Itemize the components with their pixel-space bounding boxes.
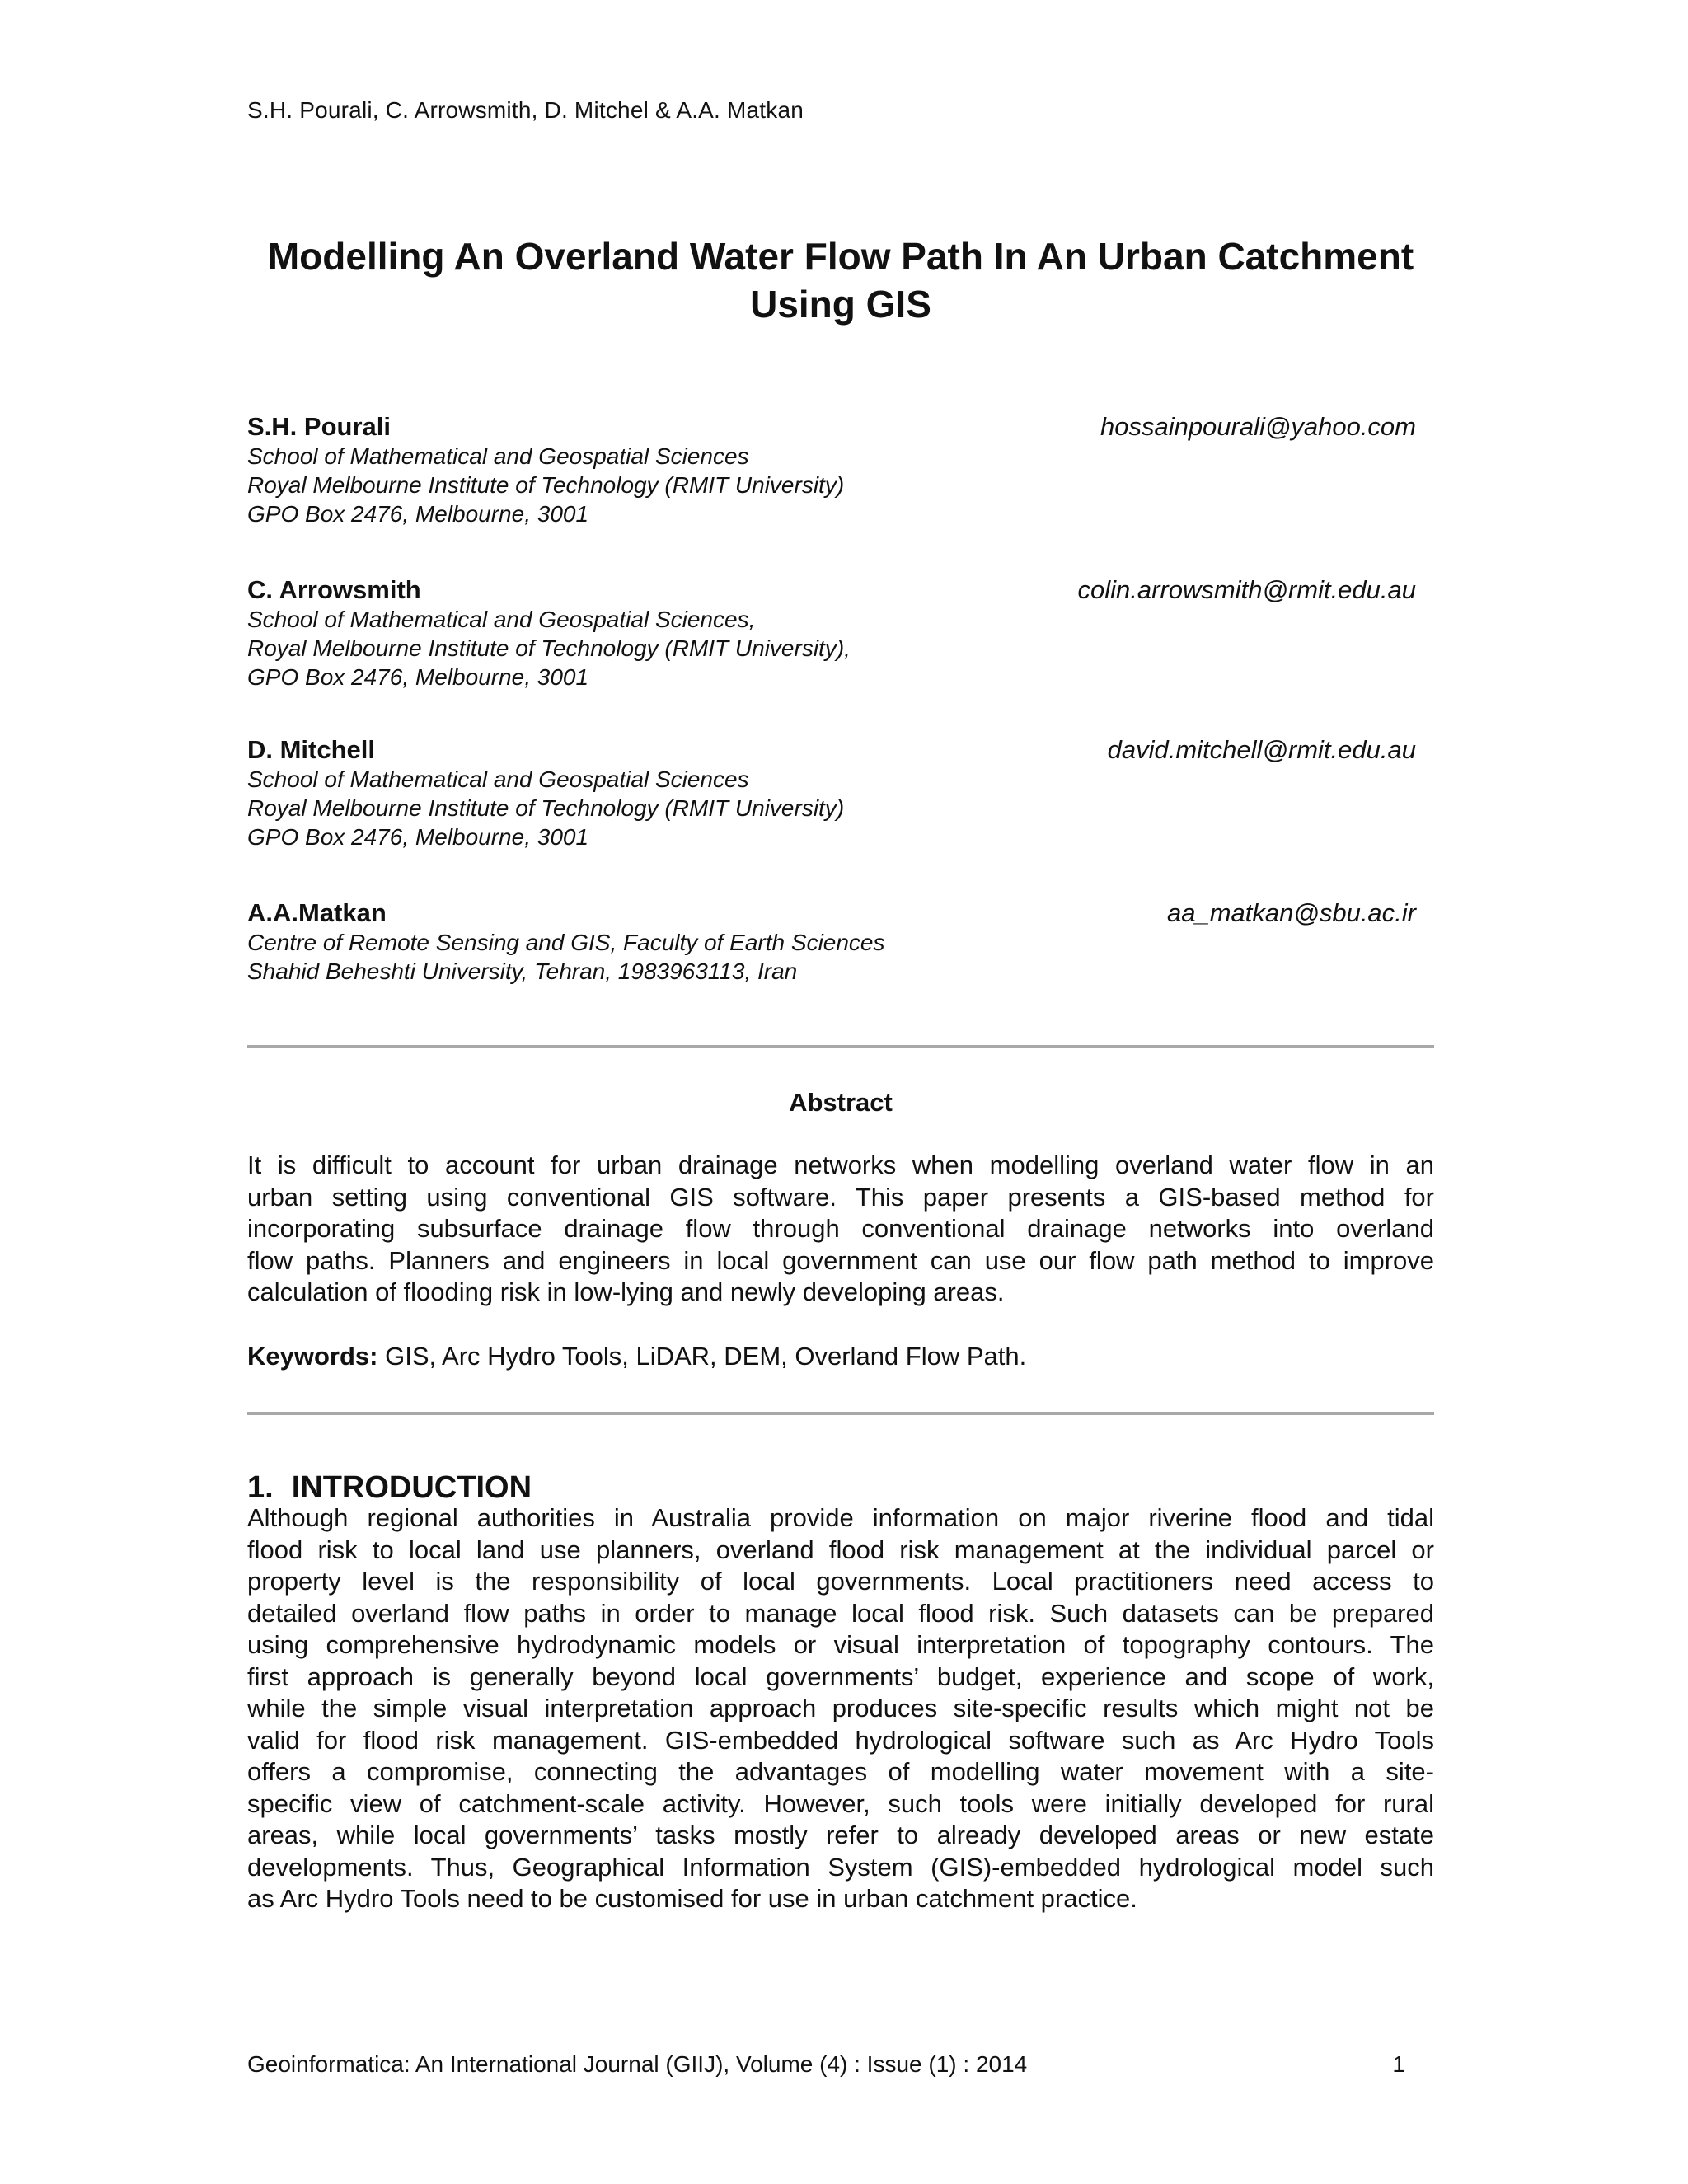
intro-line: offers a compromise, connecting the advantages of modelling water movement with a site- bbox=[247, 1757, 1434, 1786]
horizontal-rule bbox=[247, 1045, 1434, 1048]
author-name: S.H. Pourali bbox=[247, 412, 391, 441]
abstract-line: It is difficult to account for urban drainage networks when modelling overland water flow in an bbox=[247, 1151, 1434, 1179]
intro-line: Although regional authorities in Australia provide information on major riverine flood and tidal bbox=[247, 1503, 1434, 1532]
intro-line: developments. Thus, Geographical Information System (GIS)-embedded hydrological model such bbox=[247, 1852, 1434, 1882]
author-email[interactable]: colin.arrowsmith@rmit.edu.au bbox=[1077, 575, 1416, 604]
intro-line: areas, while local governments’ tasks mostly refer to already developed areas or new estate bbox=[247, 1821, 1434, 1849]
title-line: Using GIS bbox=[750, 283, 931, 326]
section-heading bbox=[247, 1469, 532, 1506]
title-line: Modelling An Overland Water Flow Path In An Urban Catchment bbox=[267, 235, 1414, 278]
paper-title bbox=[247, 232, 1434, 328]
intro-line: first approach is generally beyond local governments’ budget, experience and scope of work, bbox=[247, 1661, 1434, 1691]
author-name: D. Mitchell bbox=[247, 735, 376, 764]
intro-line: detailed overland flow paths in order to manage local flood risk. Such datasets can be prepared bbox=[247, 1598, 1434, 1628]
abstract-heading: Abstract bbox=[789, 1088, 893, 1117]
author-block bbox=[247, 735, 1416, 851]
abstract-text bbox=[247, 1150, 1434, 1309]
abstract-line: calculation of flooding risk in low-lying and newly developing areas. bbox=[247, 1277, 1005, 1306]
affiliation-line: School of Mathematical and Geospatial Sciences bbox=[247, 766, 749, 792]
abstract-line: urban setting using conventional GIS software. This paper presents a GIS-based method for bbox=[247, 1182, 1434, 1212]
affiliation-line: GPO Box 2476, Melbourne, 3001 bbox=[247, 501, 589, 527]
affiliation-line: School of Mathematical and Geospatial Sciences bbox=[247, 443, 749, 469]
section-title: INTRODUCTION bbox=[291, 1470, 532, 1505]
intro-line: valid for flood risk management. GIS-embedded hydrological software such as Arc Hydro Tools bbox=[247, 1725, 1434, 1755]
footer-journal: Geoinformatica: An International Journal (GIIJ), Volume (4) : Issue (1) : 2014 bbox=[247, 2051, 1028, 2077]
author-block bbox=[247, 412, 1416, 528]
author-name: A.A.Matkan bbox=[247, 898, 387, 927]
affiliation-line: Shahid Beheshti University, Tehran, 1983963113, Iran bbox=[247, 958, 798, 984]
section-number: 1. bbox=[247, 1470, 274, 1505]
keywords-text: GIS, Arc Hydro Tools, LiDAR, DEM, Overland Flow Path. bbox=[377, 1342, 1027, 1371]
affiliation-line: Royal Melbourne Institute of Technology (RMIT University) bbox=[247, 795, 845, 821]
affiliation-line: School of Mathematical and Geospatial Sciences, bbox=[247, 607, 756, 632]
horizontal-rule bbox=[247, 1412, 1434, 1415]
abstract-line: flow paths. Planners and engineers in local government can use our flow path method to improve bbox=[247, 1245, 1434, 1275]
affiliation-line: Royal Melbourne Institute of Technology (RMIT University), bbox=[247, 635, 851, 661]
keywords bbox=[247, 1341, 1026, 1372]
intro-line: while the simple visual interpretation approach produces site-specific results which might not be bbox=[247, 1694, 1434, 1722]
introduction-text bbox=[247, 1502, 1434, 1915]
running-head: S.H. Pourali, C. Arrowsmith, D. Mitchel & A.A. Matkan bbox=[247, 97, 804, 123]
author-email[interactable]: david.mitchell@rmit.edu.au bbox=[1107, 735, 1416, 764]
author-name: C. Arrowsmith bbox=[247, 575, 421, 604]
affiliation-line: Royal Melbourne Institute of Technology (RMIT University) bbox=[247, 472, 845, 498]
affiliation-line: GPO Box 2476, Melbourne, 3001 bbox=[247, 824, 589, 850]
author-block bbox=[247, 575, 1416, 691]
intro-line: property level is the responsibility of local governments. Local practitioners need access to bbox=[247, 1567, 1434, 1596]
intro-line: using comprehensive hydrodynamic models or visual interpretation of topography contours. The bbox=[247, 1630, 1434, 1659]
abstract-line: incorporating subsurface drainage flow through conventional drainage networks into overland bbox=[247, 1214, 1434, 1243]
author-block bbox=[247, 898, 1416, 986]
author-email[interactable]: aa_matkan@sbu.ac.ir bbox=[1166, 898, 1416, 927]
intro-line: as Arc Hydro Tools need to be customised for use in urban catchment practice. bbox=[247, 1884, 1137, 1913]
author-email[interactable]: hossainpourali@yahoo.com bbox=[1100, 412, 1416, 441]
affiliation-line: Centre of Remote Sensing and GIS, Faculty of Earth Sciences bbox=[247, 930, 885, 955]
intro-line: flood risk to local land use planners, overland flood risk management at the individual parcel or bbox=[247, 1535, 1434, 1564]
affiliation-line: GPO Box 2476, Melbourne, 3001 bbox=[247, 664, 589, 690]
keywords-label: Keywords: bbox=[247, 1342, 378, 1371]
intro-line: specific view of catchment-scale activity. However, such tools were initially developed for rural bbox=[247, 1788, 1434, 1818]
page-number: 1 bbox=[1392, 2051, 1405, 2077]
